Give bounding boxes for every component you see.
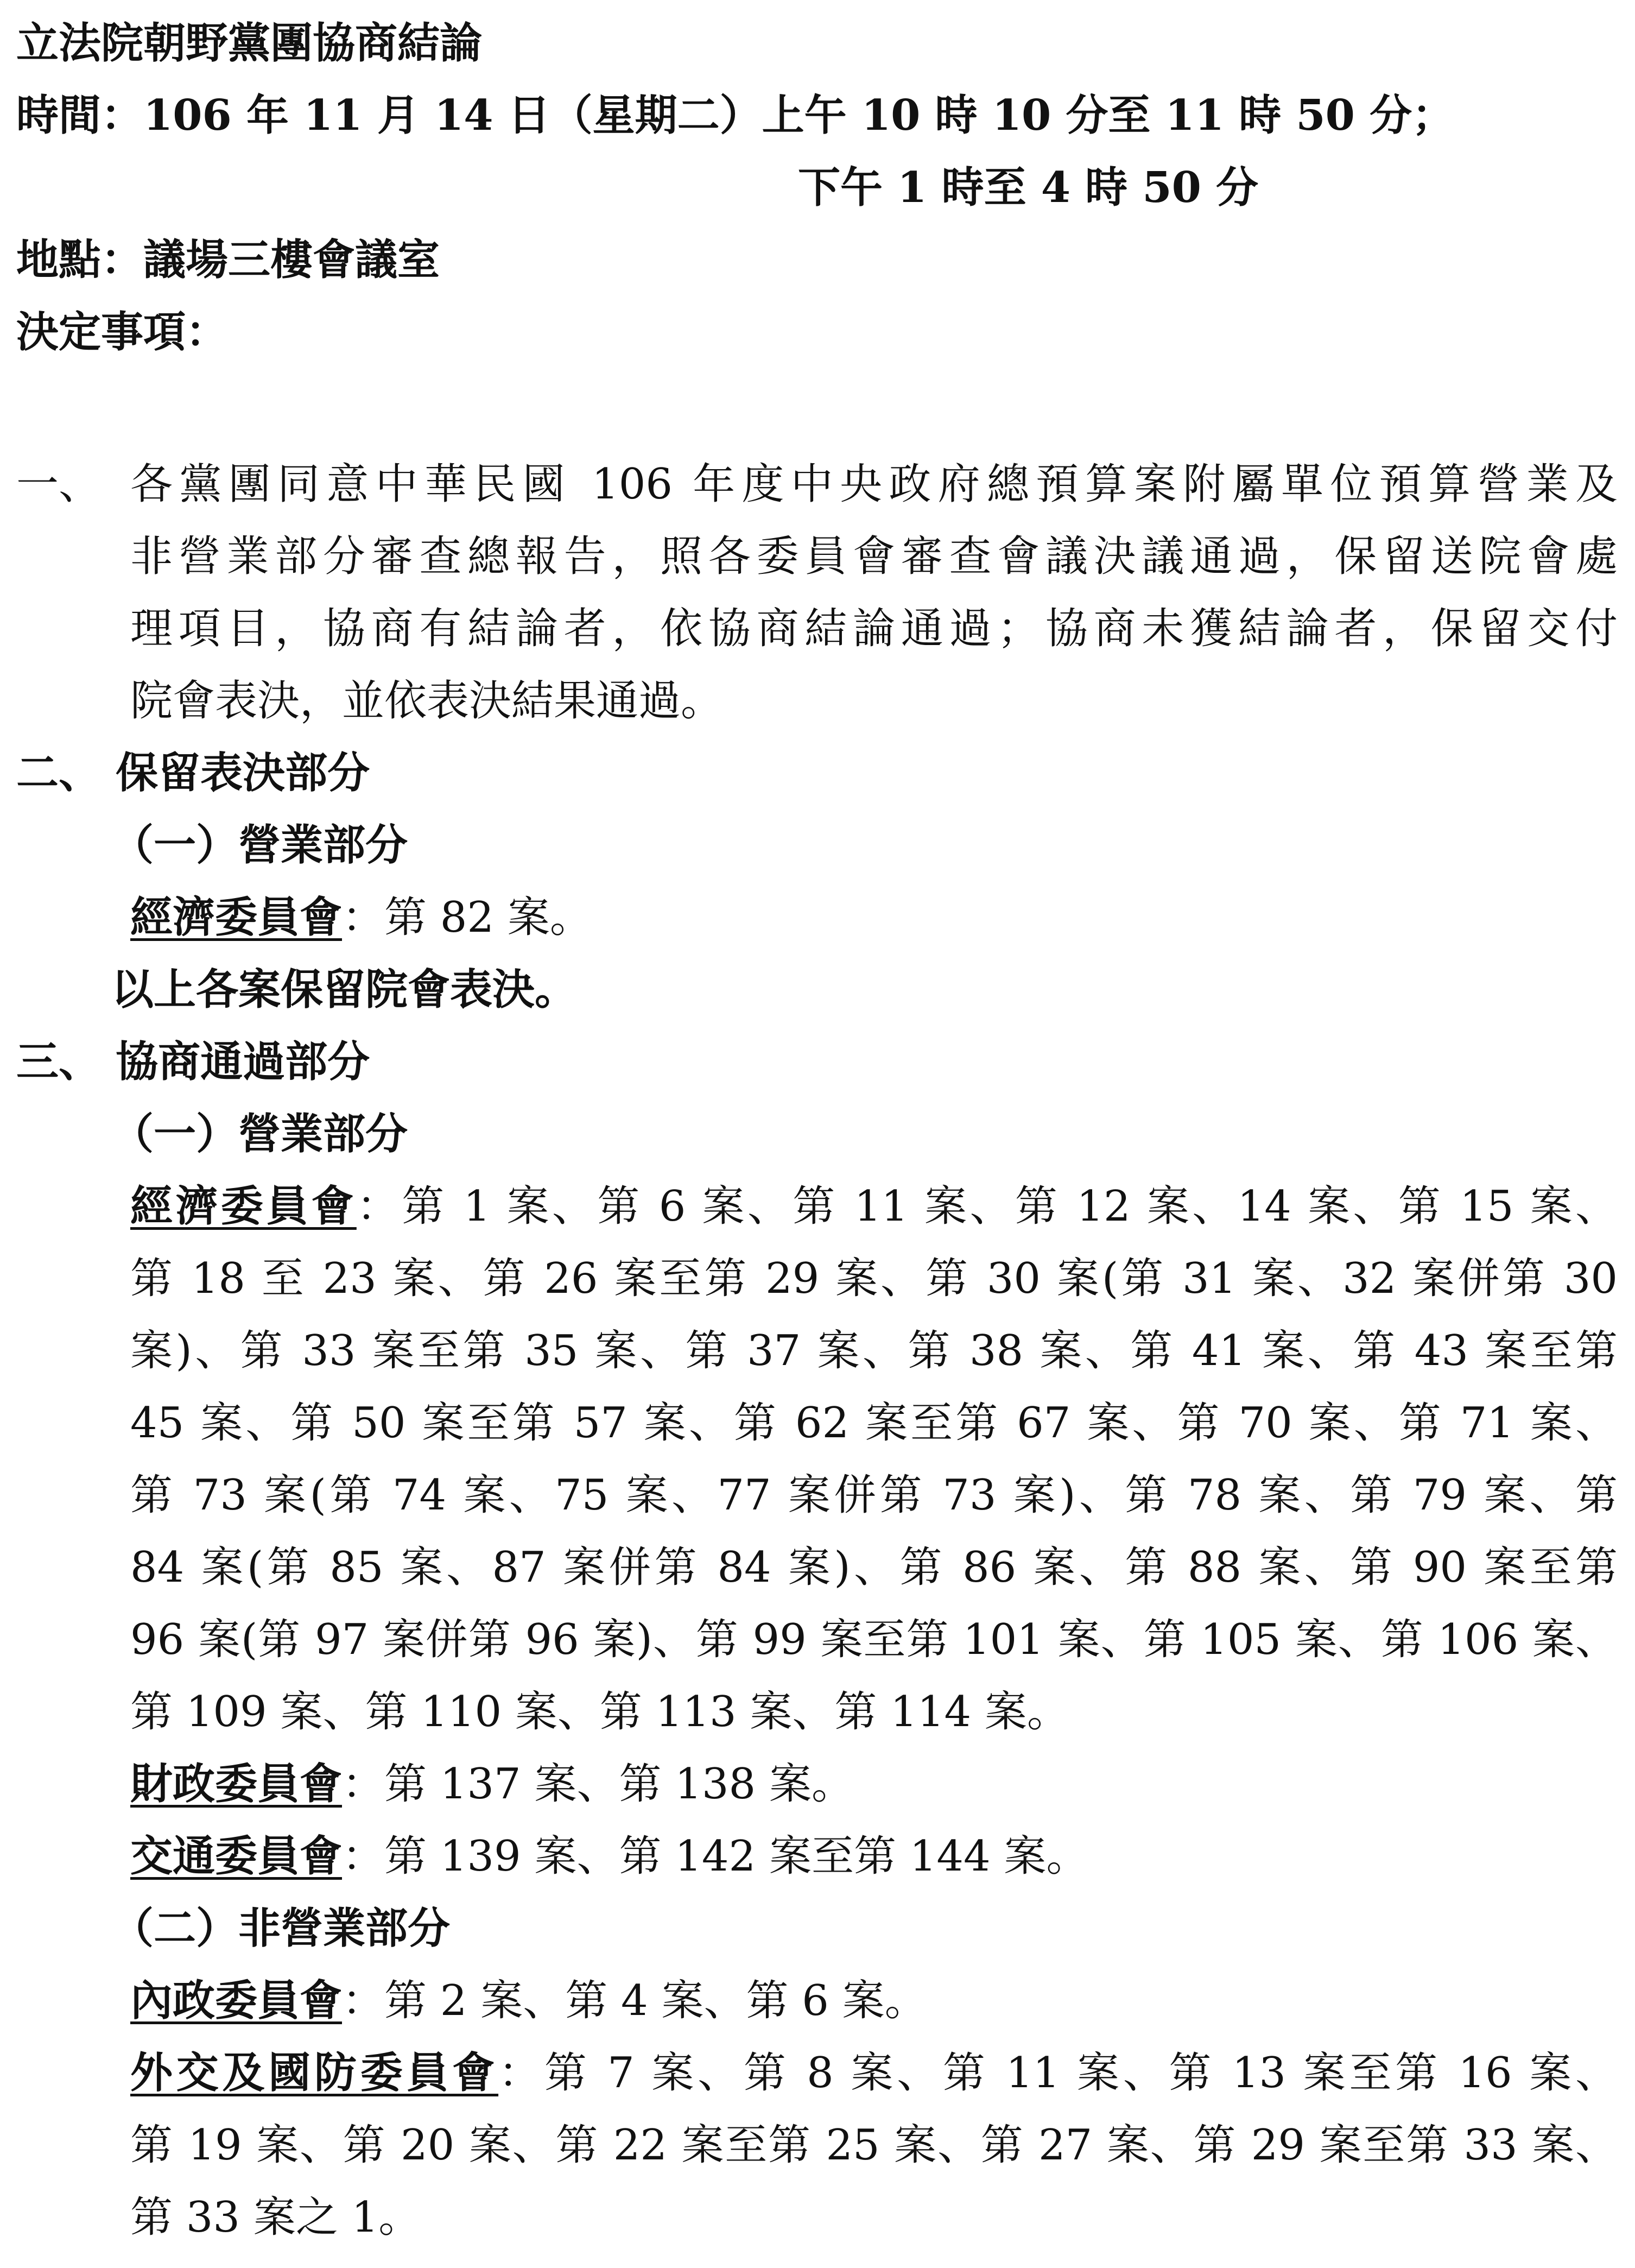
item3-foreign-row: [130, 2046, 1618, 2100]
item3-finance-row: [130, 1757, 854, 1811]
item3-econ-line-2: 第 18 至 23 案、第 26 案至第 29 案、第 30 案(第 31 案、32 案併第 30: [130, 1254, 1618, 1303]
item3-econ-line-6: 84 案(第 85 案、87 案併第 84 案)、第 86 案、第 88 案、第 90 案至第: [130, 1543, 1618, 1592]
meeting-time-afternoon: 下午 1 時至 4 時 50 分: [798, 163, 1259, 212]
item3-foreign-line-2: 第 19 案、第 20 案、第 22 案至第 25 案、第 27 案、第 29 案至第 33 案、: [130, 2121, 1618, 2170]
committee-name-foreign-defense: 外交及國防委員會: [130, 2048, 499, 2098]
item3-econ-line-5: 第 73 案(第 74 案、75 案、77 案併第 73 案)、第 78 案、第 79 案、第: [130, 1471, 1618, 1520]
item3-econ-row: [130, 1179, 1618, 1234]
committee-name-interior: 內政委員會: [130, 1976, 343, 2025]
committee-name-economic: 經濟委員會: [130, 1182, 357, 1231]
committee-cases: ：第 137 案、第 138 案。: [342, 1760, 854, 1809]
item3-subheading-nonbusiness: （二）非營業部分: [111, 1904, 451, 1953]
committee-name-transport: 交通委員會: [130, 1831, 343, 1881]
item3-foreign-line-3: 第 33 案之 1。: [130, 2193, 421, 2242]
item2-subheading-business: （一）營業部分: [111, 820, 408, 870]
committee-cases: ：第 139 案、第 142 案至第 144 案。: [342, 1832, 1089, 1881]
committee-name-finance: 財政委員會: [130, 1759, 343, 1809]
item1-line-1: 各黨團同意中華民國 106 年度中央政府總預算案附屬單位預算營業及: [130, 460, 1618, 509]
item3-econ-line-4: 45 案、第 50 案至第 57 案、第 62 案至第 67 案、第 70 案、第 71 案、: [130, 1399, 1618, 1448]
item2-heading: 二、 保留表決部分: [16, 748, 370, 798]
item3-econ-line-7: 96 案(第 97 案併第 96 案)、第 99 案至第 101 案、第 105 案、第 106 案、: [130, 1615, 1618, 1664]
item3-subheading-business: （一）營業部分: [111, 1109, 408, 1159]
document-title: 立法院朝野黨團協商結論: [16, 18, 483, 68]
committee-cases: ：第 1 案、第 6 案、第 11 案、第 12 案、14 案、第 15 案、: [356, 1182, 1618, 1231]
committee-cases: ：第 2 案、第 4 案、第 6 案。: [342, 1976, 927, 2025]
meeting-place: 地點：議場三樓會議室: [16, 235, 440, 285]
item1-line-4: 院會表決，並依表決結果通過。: [130, 677, 724, 725]
item3-econ-line-8: 第 109 案、第 110 案、第 113 案、第 114 案。: [130, 1688, 1069, 1736]
item3-heading: 三、 協商通過部分: [16, 1037, 370, 1086]
item2-econ-row: [130, 890, 592, 945]
item3-transport-row: [130, 1829, 1088, 1884]
committee-cases: ：第 7 案、第 8 案、第 11 案、第 13 案至第 16 案、: [498, 2049, 1618, 2098]
committee-name-economic: 經濟委員會: [130, 893, 343, 942]
committee-cases: ：第 82 案。: [342, 893, 592, 942]
item1-line-2: 非營業部分審查總報告，照各委員會審查會議決議通過，保留送院會處: [130, 532, 1618, 581]
item3-econ-line-3: 案)、第 33 案至第 35 案、第 37 案、第 38 案、第 41 案、第 43 案至第: [130, 1326, 1618, 1375]
item1-number: 一、: [16, 460, 102, 509]
meeting-time: 時間：106 年 11 月 14 日（星期二）上午 10 時 10 分至 11 時 50 分；: [16, 91, 1455, 140]
item2-note: 以上各案保留院會表決。: [111, 965, 578, 1014]
item1-line-3: 理項目，協商有結論者，依協商結論通過；協商未獲結論者，保留交付: [130, 604, 1618, 653]
decisions-label: 決定事項：: [16, 307, 229, 357]
item3-interior-row: [130, 1974, 927, 2028]
